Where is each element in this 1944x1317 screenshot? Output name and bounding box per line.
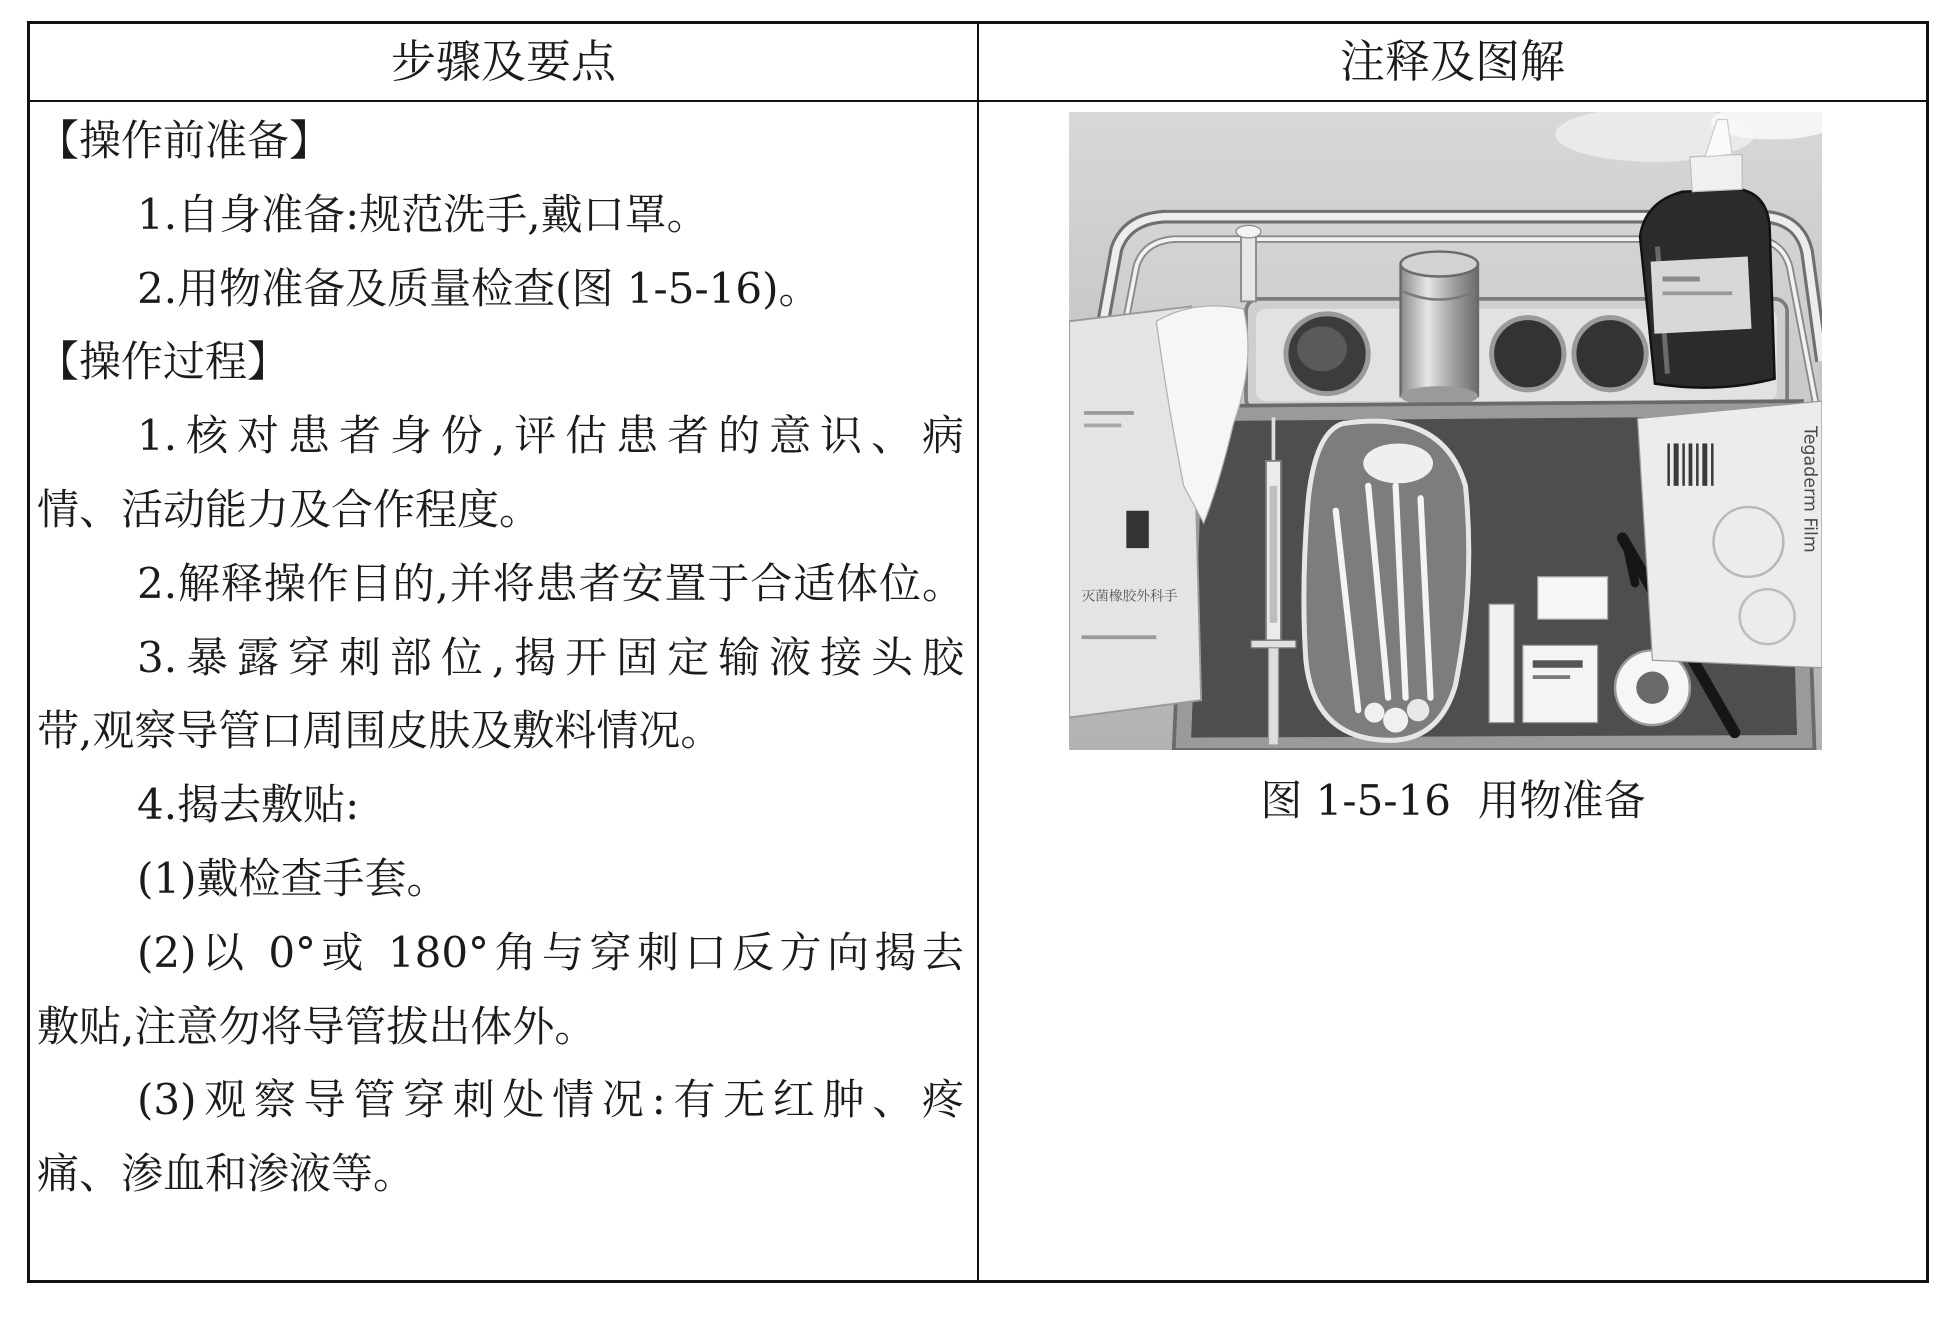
step-line: 2.解释操作目的,并将患者安置于合适体位。: [137, 558, 964, 608]
step-line: 3.暴露穿刺部位,揭开固定输液接头胶: [137, 632, 964, 682]
column-divider: [977, 24, 979, 1280]
substep-line: (1)戴检查手套。: [137, 853, 449, 903]
transparent-dressing-package: [1637, 401, 1822, 668]
kidney-dish: [1304, 421, 1469, 740]
substep-line-continued: 敷贴,注意勿将导管拔出体外。: [37, 1001, 597, 1051]
step-line: 2.用物准备及质量检查(图 1-5-16)。: [137, 263, 821, 313]
step-line: 1.核对患者身份,评估患者的意识、病: [137, 411, 964, 461]
step-line-continued: 带,观察导管口周围皮肤及敷料情况。: [37, 706, 723, 756]
header-steps: 步骤及要点: [390, 35, 616, 88]
step-line-continued: 情、活动能力及合作程度。: [37, 484, 542, 534]
section-heading-process: 【操作过程】: [37, 337, 290, 387]
metal-canister: [1401, 252, 1478, 407]
substep-line: (2)以 0°或 180°角与穿刺口反方向揭去: [137, 927, 964, 977]
dressing-package-label: Tegaderm Film: [1799, 426, 1820, 553]
glove-package-label: 灭菌橡胶外科手: [1081, 588, 1178, 605]
header-notes: 注释及图解: [1339, 35, 1565, 88]
figure-caption: 图 1-5-16 用物准备: [1260, 776, 1646, 825]
step-line: 4.揭去敷贴:: [137, 780, 360, 830]
steps-column: [37, 104, 964, 1254]
supplies-photo: [1069, 112, 1822, 750]
substep-line-continued: 痛、渗血和渗液等。: [37, 1149, 416, 1199]
step-line: 1.自身准备:规范洗手,戴口罩。: [137, 189, 709, 239]
section-heading-prep: 【操作前准备】: [37, 116, 332, 165]
substep-line: (3)观察导管穿刺处情况:有无红肿、疼: [137, 1075, 964, 1125]
